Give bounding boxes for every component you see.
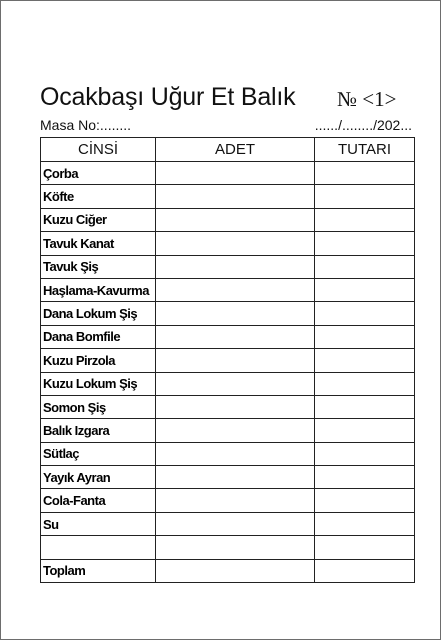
table-row [41,278,415,301]
amount-cell[interactable] [315,442,415,465]
table-row [41,536,415,559]
quantity-cell[interactable] [156,278,315,301]
table-row [41,349,415,372]
quantity-cell[interactable] [156,349,315,372]
table-row [41,302,415,325]
amount-cell[interactable] [315,278,415,301]
table-row [41,489,415,512]
table-row [41,559,415,582]
item-name-cell: Haşlama-Kavurma [41,278,156,301]
amount-cell[interactable] [315,395,415,418]
item-name-cell: Tavuk Kanat [41,232,156,255]
quantity-cell[interactable] [156,419,315,442]
table-row [41,512,415,535]
quantity-cell[interactable] [156,536,315,559]
quantity-cell[interactable] [156,185,315,208]
item-name-cell: Köfte [41,185,156,208]
table-row [41,395,415,418]
item-name-cell: Sütlaç [41,442,156,465]
item-name-cell: Kuzu Ciğer [41,208,156,231]
restaurant-name: Ocakbaşı Uğur Et Balık [40,83,296,111]
amount-cell[interactable] [315,232,415,255]
table-row [41,208,415,231]
amount-cell[interactable] [315,325,415,348]
item-name-cell: Balık Izgara [41,419,156,442]
item-name-cell: Somon Şiş [41,395,156,418]
amount-cell[interactable] [315,372,415,395]
amount-cell[interactable] [315,302,415,325]
quantity-cell[interactable] [156,162,315,185]
column-header-item: CİNSİ [41,138,156,162]
column-header-amount: TUTARI [315,138,415,162]
order-table [40,137,415,583]
item-name-cell: Tavuk Şiş [41,255,156,278]
amount-cell[interactable] [315,489,415,512]
quantity-cell[interactable] [156,489,315,512]
item-name-cell: Dana Lokum Şiş [41,302,156,325]
amount-cell[interactable] [315,419,415,442]
date-field: ....../......../202... [314,117,412,133]
quantity-cell[interactable] [156,372,315,395]
item-name-cell: Toplam [41,559,156,582]
item-name-cell [41,536,156,559]
quantity-cell[interactable] [156,325,315,348]
table-row [41,162,415,185]
column-header-quantity: ADET [156,138,315,162]
quantity-cell[interactable] [156,442,315,465]
item-name-cell: Kuzu Pirzola [41,349,156,372]
amount-cell[interactable] [315,536,415,559]
amount-cell[interactable] [315,349,415,372]
item-name-cell: Dana Bomfile [41,325,156,348]
receipt-number: № <1> [337,87,397,111]
quantity-cell[interactable] [156,466,315,489]
table-row [41,442,415,465]
item-name-cell: Su [41,512,156,535]
quantity-cell[interactable] [156,302,315,325]
item-name-cell: Kuzu Lokum Şiş [41,372,156,395]
table-header-row [41,138,415,162]
table-row [41,185,415,208]
table-row [41,419,415,442]
quantity-cell[interactable] [156,255,315,278]
quantity-cell[interactable] [156,208,315,231]
quantity-cell[interactable] [156,559,315,582]
amount-cell[interactable] [315,466,415,489]
table-row [41,232,415,255]
quantity-cell[interactable] [156,395,315,418]
quantity-cell[interactable] [156,232,315,255]
table-row [41,466,415,489]
amount-cell[interactable] [315,185,415,208]
table-row [41,255,415,278]
amount-cell[interactable] [315,559,415,582]
quantity-cell[interactable] [156,512,315,535]
amount-cell[interactable] [315,208,415,231]
table-row [41,372,415,395]
amount-cell[interactable] [315,162,415,185]
amount-cell[interactable] [315,512,415,535]
amount-cell[interactable] [315,255,415,278]
item-name-cell: Cola-Fanta [41,489,156,512]
table-number-label: Masa No:........ [40,117,132,133]
item-name-cell: Çorba [41,162,156,185]
table-row [41,325,415,348]
item-name-cell: Yayık Ayran [41,466,156,489]
